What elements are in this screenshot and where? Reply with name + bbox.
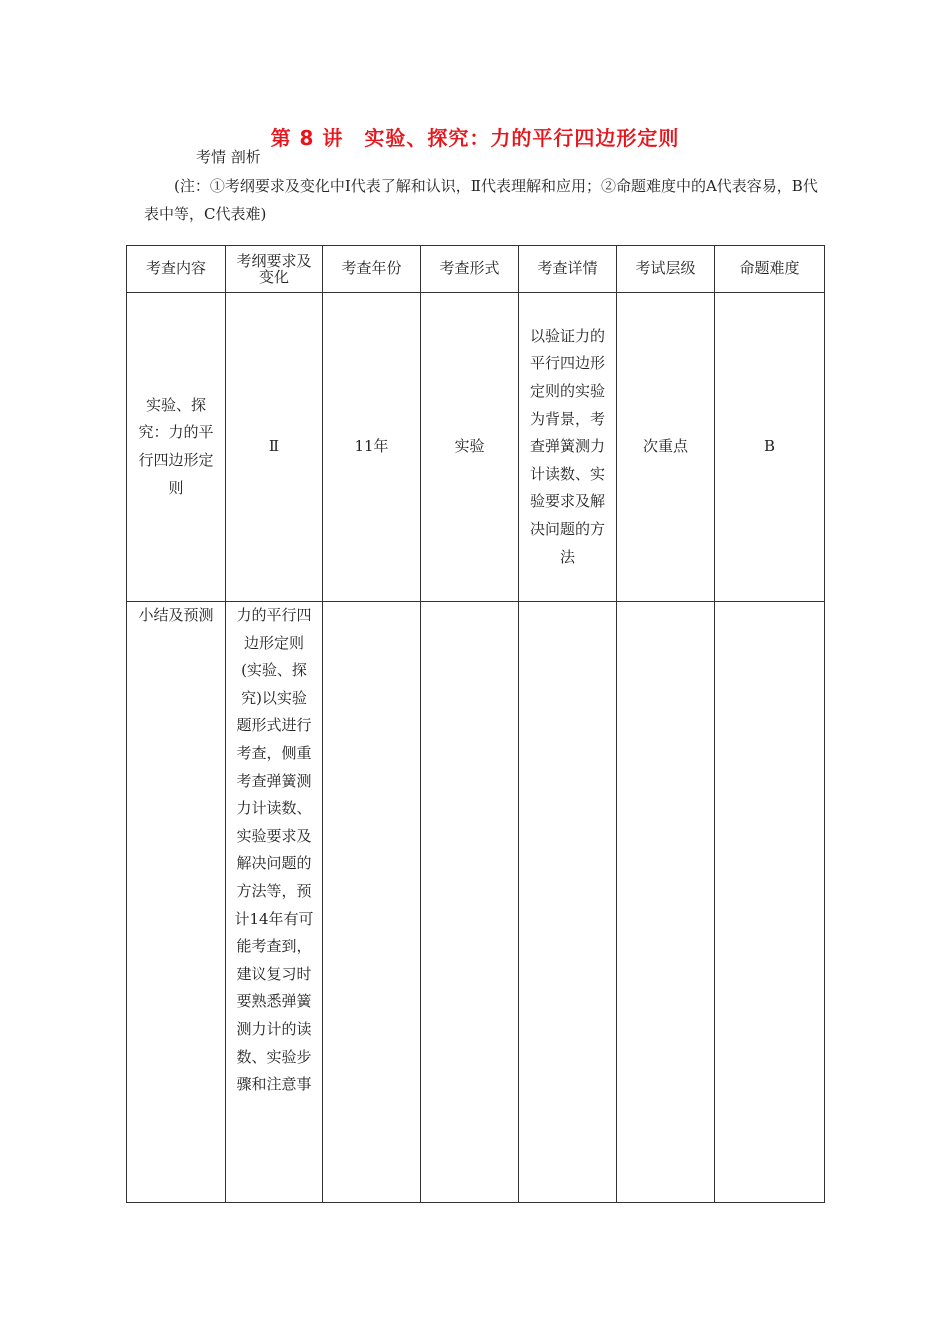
page-title: 第 8 讲 实验、探究：力的平行四边形定则: [270, 126, 680, 150]
form-cell: 实验: [421, 293, 519, 602]
content-cell: 实验、探究：力的平行四边形定则: [127, 293, 226, 602]
table-row: [127, 602, 825, 1203]
header-cell: 考查形式: [421, 246, 519, 293]
empty-cell: [421, 602, 519, 1203]
empty-cell: [617, 602, 715, 1203]
header-cell: 考查内容: [127, 246, 226, 293]
header-cell: 命题难度: [715, 246, 825, 293]
summary-label-cell: 小结及预测: [127, 602, 226, 1203]
table-header-row: [127, 246, 825, 293]
header-cell: 考查详情: [519, 246, 617, 293]
empty-cell: [715, 602, 825, 1203]
empty-cell: [323, 602, 421, 1203]
empty-cell: [519, 602, 617, 1203]
header-cell: 考试层级: [617, 246, 715, 293]
detail-cell: 以验证力的平行四边形定则的实验为背景，考查弹簧测力计读数、实验要求及解决问题的方法: [519, 293, 617, 602]
year-cell: 11年: [323, 293, 421, 602]
legend-note: (注：①考纲要求及变化中Ⅰ代表了解和认识，Ⅱ代表理解和应用；②命题难度中的A代表容易，B代表中等，C代表难): [144, 177, 818, 223]
section-subheading: 考情 剖析: [196, 148, 261, 166]
level-cell: 次重点: [617, 293, 715, 602]
analysis-table: [126, 245, 825, 1203]
requirement-cell: Ⅱ: [226, 293, 323, 602]
summary-text-cell: 力的平行四边形定则(实验、探究)以实验题形式进行考查，侧重考查弹簧测力计读数、实验要求及解决问题的方法等，预计14年有可能考查到，建议复习时要熟悉弹簧测力计的读数、实验步骤和注意事: [226, 602, 323, 1203]
header-cell: 考查年份: [323, 246, 421, 293]
table-row: [127, 293, 825, 602]
difficulty-cell: B: [715, 293, 825, 602]
header-cell: 考纲要求及变化: [226, 246, 323, 293]
